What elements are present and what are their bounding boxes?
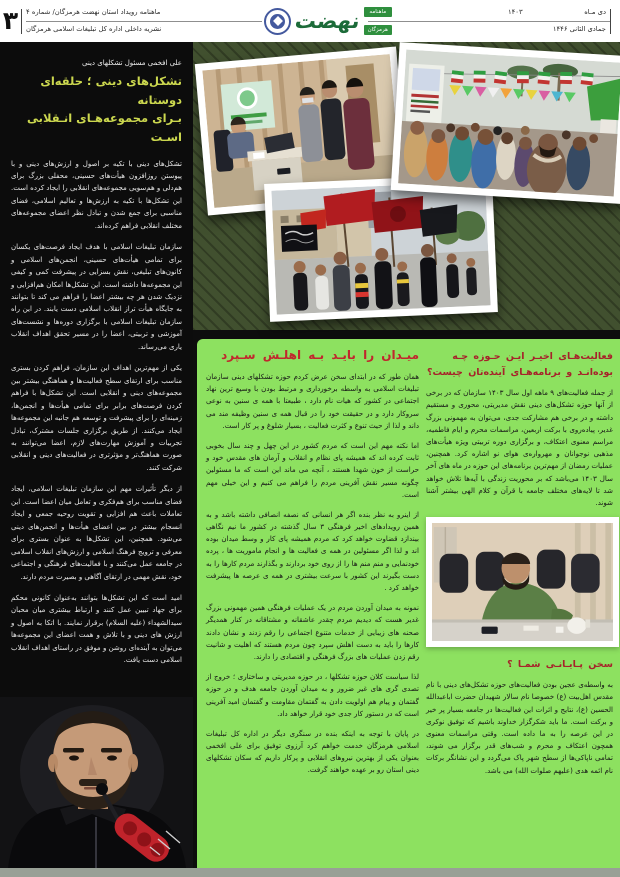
article-paragraph: تشکل‌های دینی با تکیه بر اصول و ارزش‌های دینی و با پیوستن روزافزون هیأت‌های حسینی، محفلی بزرگ برای هم‌دلی و هم‌سویی مجموعه‌های انقلابی را ایجاد کرده است. این تشکل‌ها با تکیه به ارزش‌ها و تعالیم اسلامی، فضای مناسبی برای جمع شدن و تبادل نظر اعضای مجموعه‌های مختلف انقلابی فراهم کرده‌اند. bbox=[11, 159, 182, 230]
photo-speaker-portrait bbox=[0, 697, 193, 868]
logo-script-nehzat: نهضت bbox=[293, 8, 362, 33]
article-paragraph: یکی از مهم‌ترین اهداف این سازمان، فراهم کردن بستری مناسب برای ارتقای سطح فعالیت‌ها و هماهنگی بیشتر بین مجموعه‌های دینی و انقلابی است. این تشکل‌ها با فراهم کردن فرصت‌های برابر برای تمامی هیأت‌ها و انجمن‌ها، زمینه‌ای را برای پیشرفت و توسعه هم جانبه این مجموعه‌ها ایجاد می‌کنند. از طریق برگزاری جلسات مشترک، تبادل تجربیات و آموزش مهارت‌های لازم، اعضا می‌توانند به صورت هماهنگ‌تر و مؤثرتری در فعالیت‌های دینی و انقلابی شرکت کنند. bbox=[11, 364, 182, 472]
interview-headline: میـدان را بایـد بـه اهلـش سـپرد bbox=[221, 348, 419, 362]
interview-box bbox=[197, 339, 620, 868]
lead-article bbox=[0, 42, 193, 868]
date-info bbox=[500, 4, 606, 38]
interview-qa-column bbox=[426, 347, 613, 785]
date-hijri: جمادی الثانی ۱۴۴۶ bbox=[552, 25, 606, 33]
page-header bbox=[0, 0, 620, 42]
article-headline-line2: بـرای مجموعه‌هـای انـقلابی اسـت bbox=[27, 111, 182, 144]
answer-final-words: به واسطه‌ی عجین بودن فعالیت‌های حوزه تشکل‌های دینی با نام مقدس اهل‌بیت (ع) خصوصا نام سالار شهیدان حضرت اباعبدالله الحسین (ع)، نتایج و اثرات این فعالیت‌ها در جامعه بسیار پر خیر و برکت است. ما باید شکرگزار خداوند باشیم که توفیق نوکری در این عرصه را به ما داده است. وقتی مراسمات معنوی همچون اعتکاف و محرم و شب‌های قدر برگزار می شوند، تمامی ناپاکی‌ها از سطح شهر پاک می‌گردد و این نشانگر برکات نام ائمه هدی (علیهم صلوات الله) می باشد. bbox=[426, 680, 613, 775]
page-number: ۳ bbox=[2, 6, 19, 35]
photo-interviewee-desk bbox=[426, 517, 619, 647]
header-divider-right bbox=[610, 9, 611, 34]
issue-title: ماهنامه رویداد استان نهضت هرمزگان/ شماره ۴ bbox=[26, 8, 161, 16]
interview-paragraph: لذا سیاست کلان حوزه تشکلها ، در حوزه مدیریتی و ساختاری ؛ خروج از تصدی گری های غیر ضرور و به میدان آوردن جامعه هدف و در حوزه گفتمان و پیام هم اولویت دادن به گفتمان مقاومت و گفتمان امید آفرینی است که در دستور کار جدی خود قرار خواهد داد. bbox=[206, 672, 419, 718]
interview-paragraph: نمونه به میدان آوردن مردم در یک عملیات فرهنگی همین مهمونی بزرگ غدیر هست که دیدیم مردم چقدر عاشقانه و مشتاقانه در کنار همدیگر صحنه های زیبایی از خدمات متنوع اجتماعی را رقم زدند و نشان دادند کارها را باید به دست اهلش سپرد چون مردم هستند که اهلیت و شانیت رقم زدن عملیات های بزرگ فرهنگی و اقتصادی را دارند. bbox=[206, 603, 419, 661]
photo-mourning-march-image bbox=[271, 181, 490, 314]
interview-paragraph: در پایان با توجه به اینکه بنده در سنگری دیگر در اداره کل تبلیغات اسلامی هرمزگان خدمت خواهم کرد آرزوی توفیق برای علی افخمی بعنوان یکی از بهترین نیروهای انقلابی و پرکار داریم که سکان تشکلهای دینی استان رو بر عهده خواهند گرفت. bbox=[206, 728, 419, 775]
question-final-words: سخن پـایـانـی شمـا ؟ bbox=[507, 659, 613, 671]
photo-mourning-march bbox=[264, 174, 498, 322]
answer-recent-activities: از جمله فعالیت‌های ۹ ماهه اول سال ۱۴۰۳ سازمان که در برخی از آنها حوزه تشکل‌های دینی نقش مدیریتی، محوری و مستقیم داشته و در برخی هم مشارکت جدی، می‌توان به مهمونی بزرگ غدیر، پیاده‌روی با برکت اربعین، مراسمات محرم و ایام فاطمیه، مراسم معنوی اعتکاف، و برگزاری دوره تربیتی ویژه هیأت‌های مذهبی نوجوانان و مهرواره‌ی هوای نو اشاره کرد. همچنین، عملیات رمضان از مهم‌ترین برنامه‌های این حوزه در ماه های آخر سال ۱۴۰۳ می‌باشد که بر محوریت زندگی با آیه‌ها تلاش خواهد شد تا لایه‌های مختلف جامعه با قرآن و کلام الهی بیشتر آشنا شوند. bbox=[425, 388, 613, 507]
magazine-logo bbox=[262, 2, 388, 40]
article-kicker: علی افخمی مسئول تشکلهای دینی bbox=[82, 59, 182, 67]
photo-collage-panel bbox=[193, 42, 620, 330]
article-headline bbox=[11, 72, 182, 147]
photo-speaker-portrait-image bbox=[0, 697, 193, 868]
article-headline-line1: تشکل‌های دینی ؛ حلقه‌ای دوستانه bbox=[40, 74, 182, 107]
logo-tags bbox=[364, 7, 392, 35]
photo-street-celebration bbox=[391, 42, 620, 204]
interview-paragraph: از اینرو به نظر بنده اگر هر انسانی که نصفه انصافی داشته باشد و به همین رویدادهای اخیر فرهنگی ۳ سال گذشته در کشور ما نیم نگاهی بیندازد قضاوت خواهد کرد که مردم همیشه پای کار و وسط میدان بوده اند و لذا اگر مسئولین در همه ی فعالیت ها و انجام ماموریت ها ، پرده خودنمایی و منم منم ها را از روی خود بردارند و بگذارند مردم کارها را به دست بگیرند این کشور با سرعت بیشتری در همه ی عرصه ها پیشرفت خواهد کرد . bbox=[206, 509, 419, 592]
photo-interviewee-desk-image bbox=[432, 523, 613, 641]
header-divider-left bbox=[21, 9, 22, 34]
date-year: ۱۴۰۳ bbox=[508, 8, 523, 16]
question-recent-activities: فعالیت‌هـای اخیـر ایـن حـوزه چـه بوده‌انـد و برنامه‌هـای آینده‌تان چیست؟ bbox=[426, 351, 613, 379]
issue-subtitle: نشریه داخلی اداره کل تبلیغات اسلامی هرمزگان bbox=[26, 25, 162, 33]
photo-street-celebration-image bbox=[398, 50, 620, 197]
article-paragraph: سازمان تبلیغات اسلامی با هدف ایجاد فرصت‌های یکسان برای تمامی هیأت‌های حسینی، انجمن‌های اسلامی و کانون‌های تبلیغی، نقش بسزایی در پیشرفت کمی و کیفی این مجموعه‌ها داشته است. این تشکل‌ها امکان هم‌افزایی و نزدیک شدن هر چه بیشتر اعضا را فراهم می کند تا بتوانند به جایگاه هیأت تراز انقلاب اسلامی دست یابند. در این راه سازمان تبلیغات اسلامی با برگزاری دوره‌ها و نشست‌های آموزشی و تربیتی، اعضا را در مسیر تحقق اهداف انقلاب یاری می‌رساند. bbox=[11, 243, 182, 351]
date-month: دی مـاه bbox=[584, 8, 606, 16]
article-paragraph: از دیگر تأثیرات مهم این سازمان تبلیغات اسلامی، ایجاد فضای مناسب برای هم‌فکری و تعامل میان اعضا است. این تعاملات باعث هم افزایی و تقویت روحیه جمعی و ایجاد انسجام بیشتر در بین اعضای هیأت‌ها و انجمن‌های دینی می‌شود. همچنین، این تشکل‌ها به عنوان بستری برای معرفی و ترویج فرهنگ اسلامی و ارزش‌های انقلاب اسلامی در جامعه عمل می‌کنند و با فعالیت‌های فرهنگی و اجتماعی خود، نقش مهمی در ارتقای آگاهی و بصیرت مردم دارند. bbox=[11, 485, 182, 581]
article-paragraph: امید است که این تشکل‌ها بتوانند به‌عنوان کانونی محکم برای جهاد تبیین عمل کنند و ارتباط بیشتری میان محبان سیدالشهداء (علیه السلام) برقرار نمایند. با اتکا به اصول و ارزش های دینی و با تلاش و همت اعضای این مجموعه‌ها می‌توان به آینده‌ای روشن و موفق در راستای اهداف انقلاب اسلامی دست یافت. bbox=[11, 594, 182, 665]
date-solar bbox=[500, 4, 606, 21]
logo-emblem-icon bbox=[264, 8, 291, 35]
logo-tag-monthly: ماهنامه bbox=[364, 7, 392, 17]
logo-tag-hormozgan: هرمزگان bbox=[364, 25, 392, 35]
interview-paragraph: همان طور که در ابتدای سخن عرض کردم حوزه تشکلهای دینی سازمان تبلیغات اسلامی به واسطه برخورداری و مرتبط بودن با وسیع ترین نهاد اجتماعی در کشور که هیات نام دارد ، طبیعتا با همه ی سنین به نوعی سروکار دارد و در حقیقت خود را در قبال همه ی سنین وظیفه مند می داند و لذا از حیث تنوع و کثرت فعالیت ، بسیار شلوغ و پر کار است. bbox=[206, 372, 419, 430]
interview-paragraph: اما نکته مهم این است که مردم کشور در این چهل و چند سال بخوبی ثابت کرده اند که همیشه پای نظام و انقلاب و آرمان های مقدس خود و حراست از خون شهدا هستند ، آنچه می ماند این است که ما مسئولین چگونه مسیر نقش آفرینی مردم را فراهم می کنیم و این خیلی مهم است. bbox=[206, 440, 419, 499]
page-bottom-strip bbox=[0, 868, 620, 877]
interview-main-column bbox=[206, 347, 419, 785]
issue-info bbox=[26, 4, 176, 38]
